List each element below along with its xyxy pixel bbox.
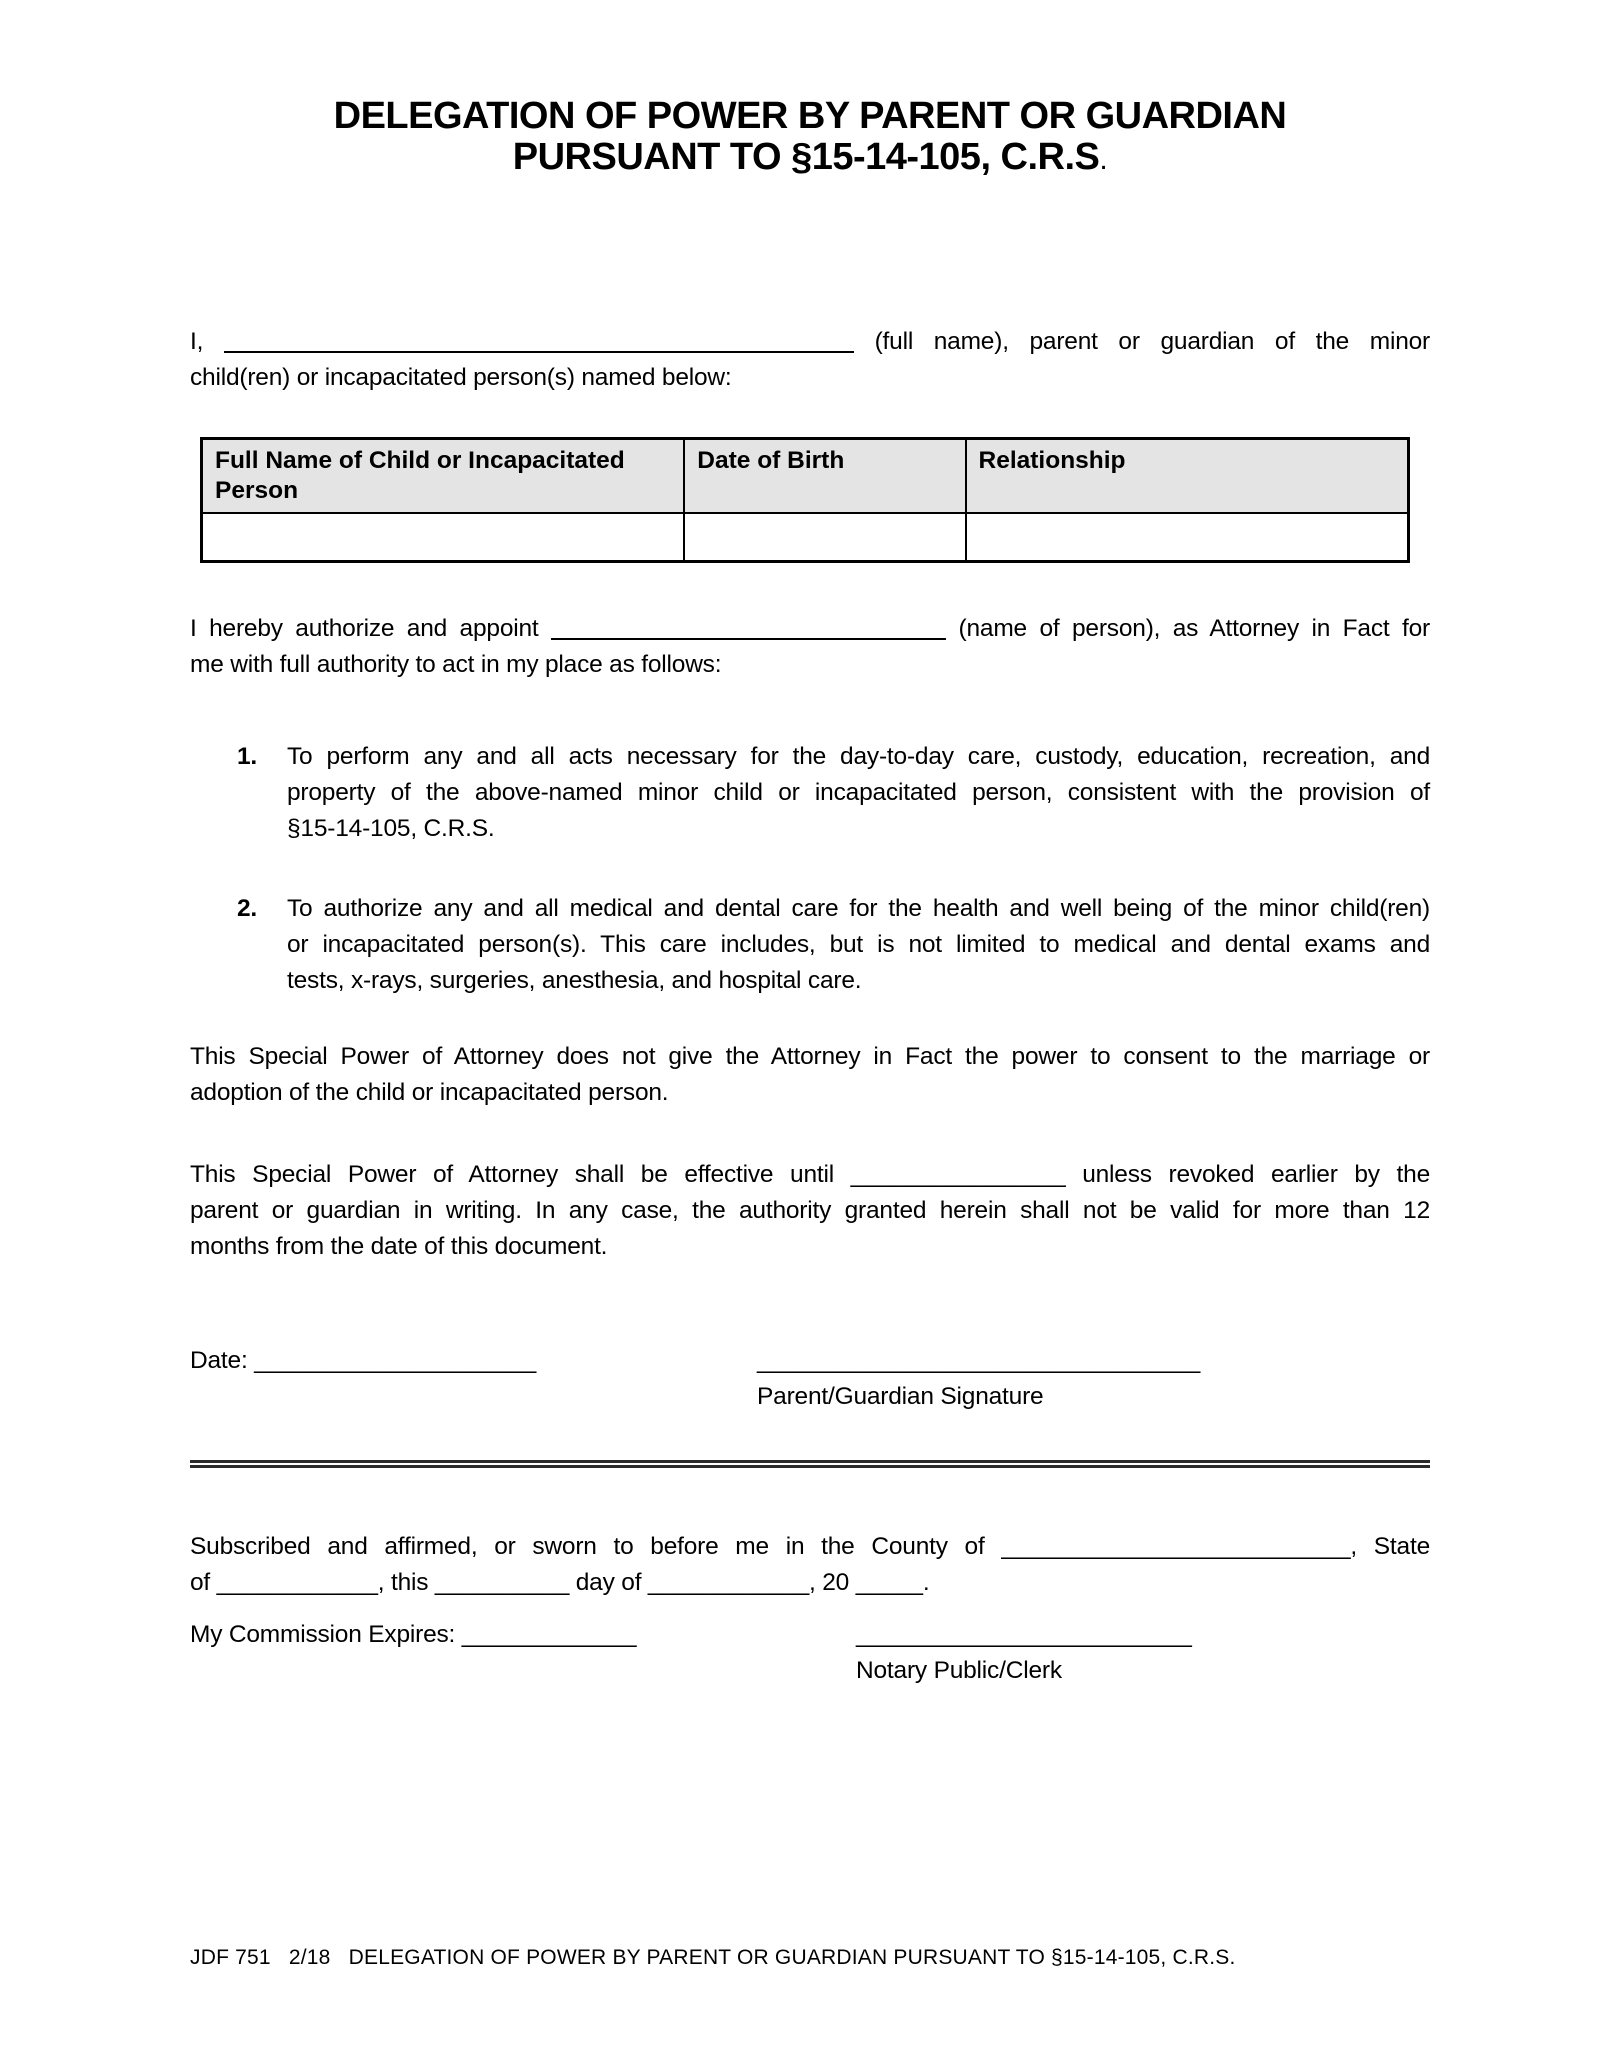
list-text-2 — [287, 891, 1430, 999]
numbered-list-item-1 — [190, 739, 1430, 847]
notary-paragraph — [190, 1529, 1430, 1601]
date-signature-row — [190, 1343, 1430, 1415]
fill-in-blank-full-name — [224, 325, 854, 353]
title-line-1: DELEGATION OF POWER BY PARENT OR GUARDIAN — [333, 95, 1287, 137]
table-header-relationship: Relationship — [966, 439, 1409, 514]
notary-line-1: Subscribed and affirmed, or sworn to before me in the County of __________________________, State — [190, 1533, 1430, 1560]
table-cell-full-name — [202, 513, 685, 562]
footer-text: JDF 751 2/18 DELEGATION OF POWER BY PARENT OR GUARDIAN PURSUANT TO §15-14-105, C.R.S. — [190, 1946, 1236, 1969]
table-cell-date-of-birth — [684, 513, 965, 562]
title-period: . — [1099, 143, 1108, 176]
signature-block — [757, 1343, 1430, 1415]
intro-paragraph — [190, 324, 1430, 396]
appoint-after-blank-text: (name of person), as Attorney in Fact for — [958, 615, 1430, 642]
notary-line-2: of ____________, this __________ day of ____________, 20 _____. — [190, 1569, 930, 1596]
date-fill-in-blank: _____________________ — [254, 1347, 537, 1374]
child-table-empty-row — [202, 513, 1409, 562]
fill-in-blank-attorney-name — [551, 612, 946, 640]
list-number-1: 1. — [237, 743, 258, 770]
child-table — [200, 437, 1410, 563]
text-line: To perform any and all acts necessary for the day-to-day care, custody, education, recreation, and — [287, 743, 1430, 770]
appoint-paragraph — [190, 611, 1430, 683]
text-line: property of the above-named minor child or incapacitated person, consistent with the provision of — [287, 779, 1430, 806]
text-line: tests, x-rays, surgeries, anesthesia, and hospital care. — [287, 967, 862, 994]
text-line: To authorize any and all medical and dental care for the health and well being of the minor child(ren) — [287, 895, 1430, 922]
commission-line — [190, 1617, 856, 1689]
table-header-date-of-birth: Date of Birth — [684, 439, 965, 514]
intro-after-blank-text: (full name), parent or guardian of the minor — [874, 328, 1431, 355]
signature-line: _________________________________ — [757, 1347, 1201, 1374]
document-title — [190, 96, 1430, 180]
text-line: This Special Power of Attorney shall be effective until ________________ unless revoked earlier by the — [190, 1161, 1430, 1188]
commission-row — [190, 1617, 1430, 1689]
list-text-1 — [287, 739, 1430, 847]
intro-line-2: child(ren) or incapacitated person(s) named below: — [190, 364, 732, 391]
numbered-list-item-2 — [190, 891, 1430, 999]
text-line: This Special Power of Attorney does not give the Attorney in Fact the power to consent to the marriage or — [190, 1043, 1430, 1070]
marriage-clause-paragraph — [190, 1039, 1430, 1111]
table-cell-relationship — [966, 513, 1409, 562]
text-line: or incapacitated person(s). This care includes, but is not limited to medical and dental exams and — [287, 931, 1430, 958]
table-header-full-name: Full Name of Child or Incapacitated Person — [202, 439, 685, 514]
date-line — [190, 1343, 757, 1415]
text-line: §15-14-105, C.R.S. — [287, 815, 495, 842]
commission-label: My Commission Expires: — [190, 1621, 462, 1648]
text-line: parent or guardian in writing. In any case, the authority granted herein shall not be valid for more than 12 — [190, 1197, 1430, 1224]
child-table-header-row — [202, 439, 1409, 514]
appoint-pre-text: I hereby authorize and appoint — [190, 615, 539, 642]
title-line-2: PURSUANT TO §15-14-105, C.R.S. — [512, 136, 1108, 178]
notary-signature-block — [856, 1617, 1430, 1689]
signature-label: Parent/Guardian Signature — [757, 1383, 1044, 1410]
commission-fill-in-blank: _____________ — [461, 1621, 637, 1648]
intro-line-1 — [190, 324, 1430, 360]
text-line: months from the date of this document. — [190, 1233, 608, 1260]
appoint-line-2: me with full authority to act in my place as follows: — [190, 651, 722, 678]
notary-signature-line: _________________________ — [856, 1621, 1192, 1648]
appoint-line-1 — [190, 611, 1430, 647]
date-label: Date: — [190, 1347, 255, 1374]
text-line: adoption of the child or incapacitated person. — [190, 1079, 669, 1106]
intro-pre-text: I, — [190, 328, 204, 355]
notary-label: Notary Public/Clerk — [856, 1657, 1062, 1684]
list-number-2: 2. — [237, 895, 258, 922]
section-divider-rule — [190, 1460, 1430, 1468]
effective-clause-paragraph — [190, 1157, 1430, 1265]
